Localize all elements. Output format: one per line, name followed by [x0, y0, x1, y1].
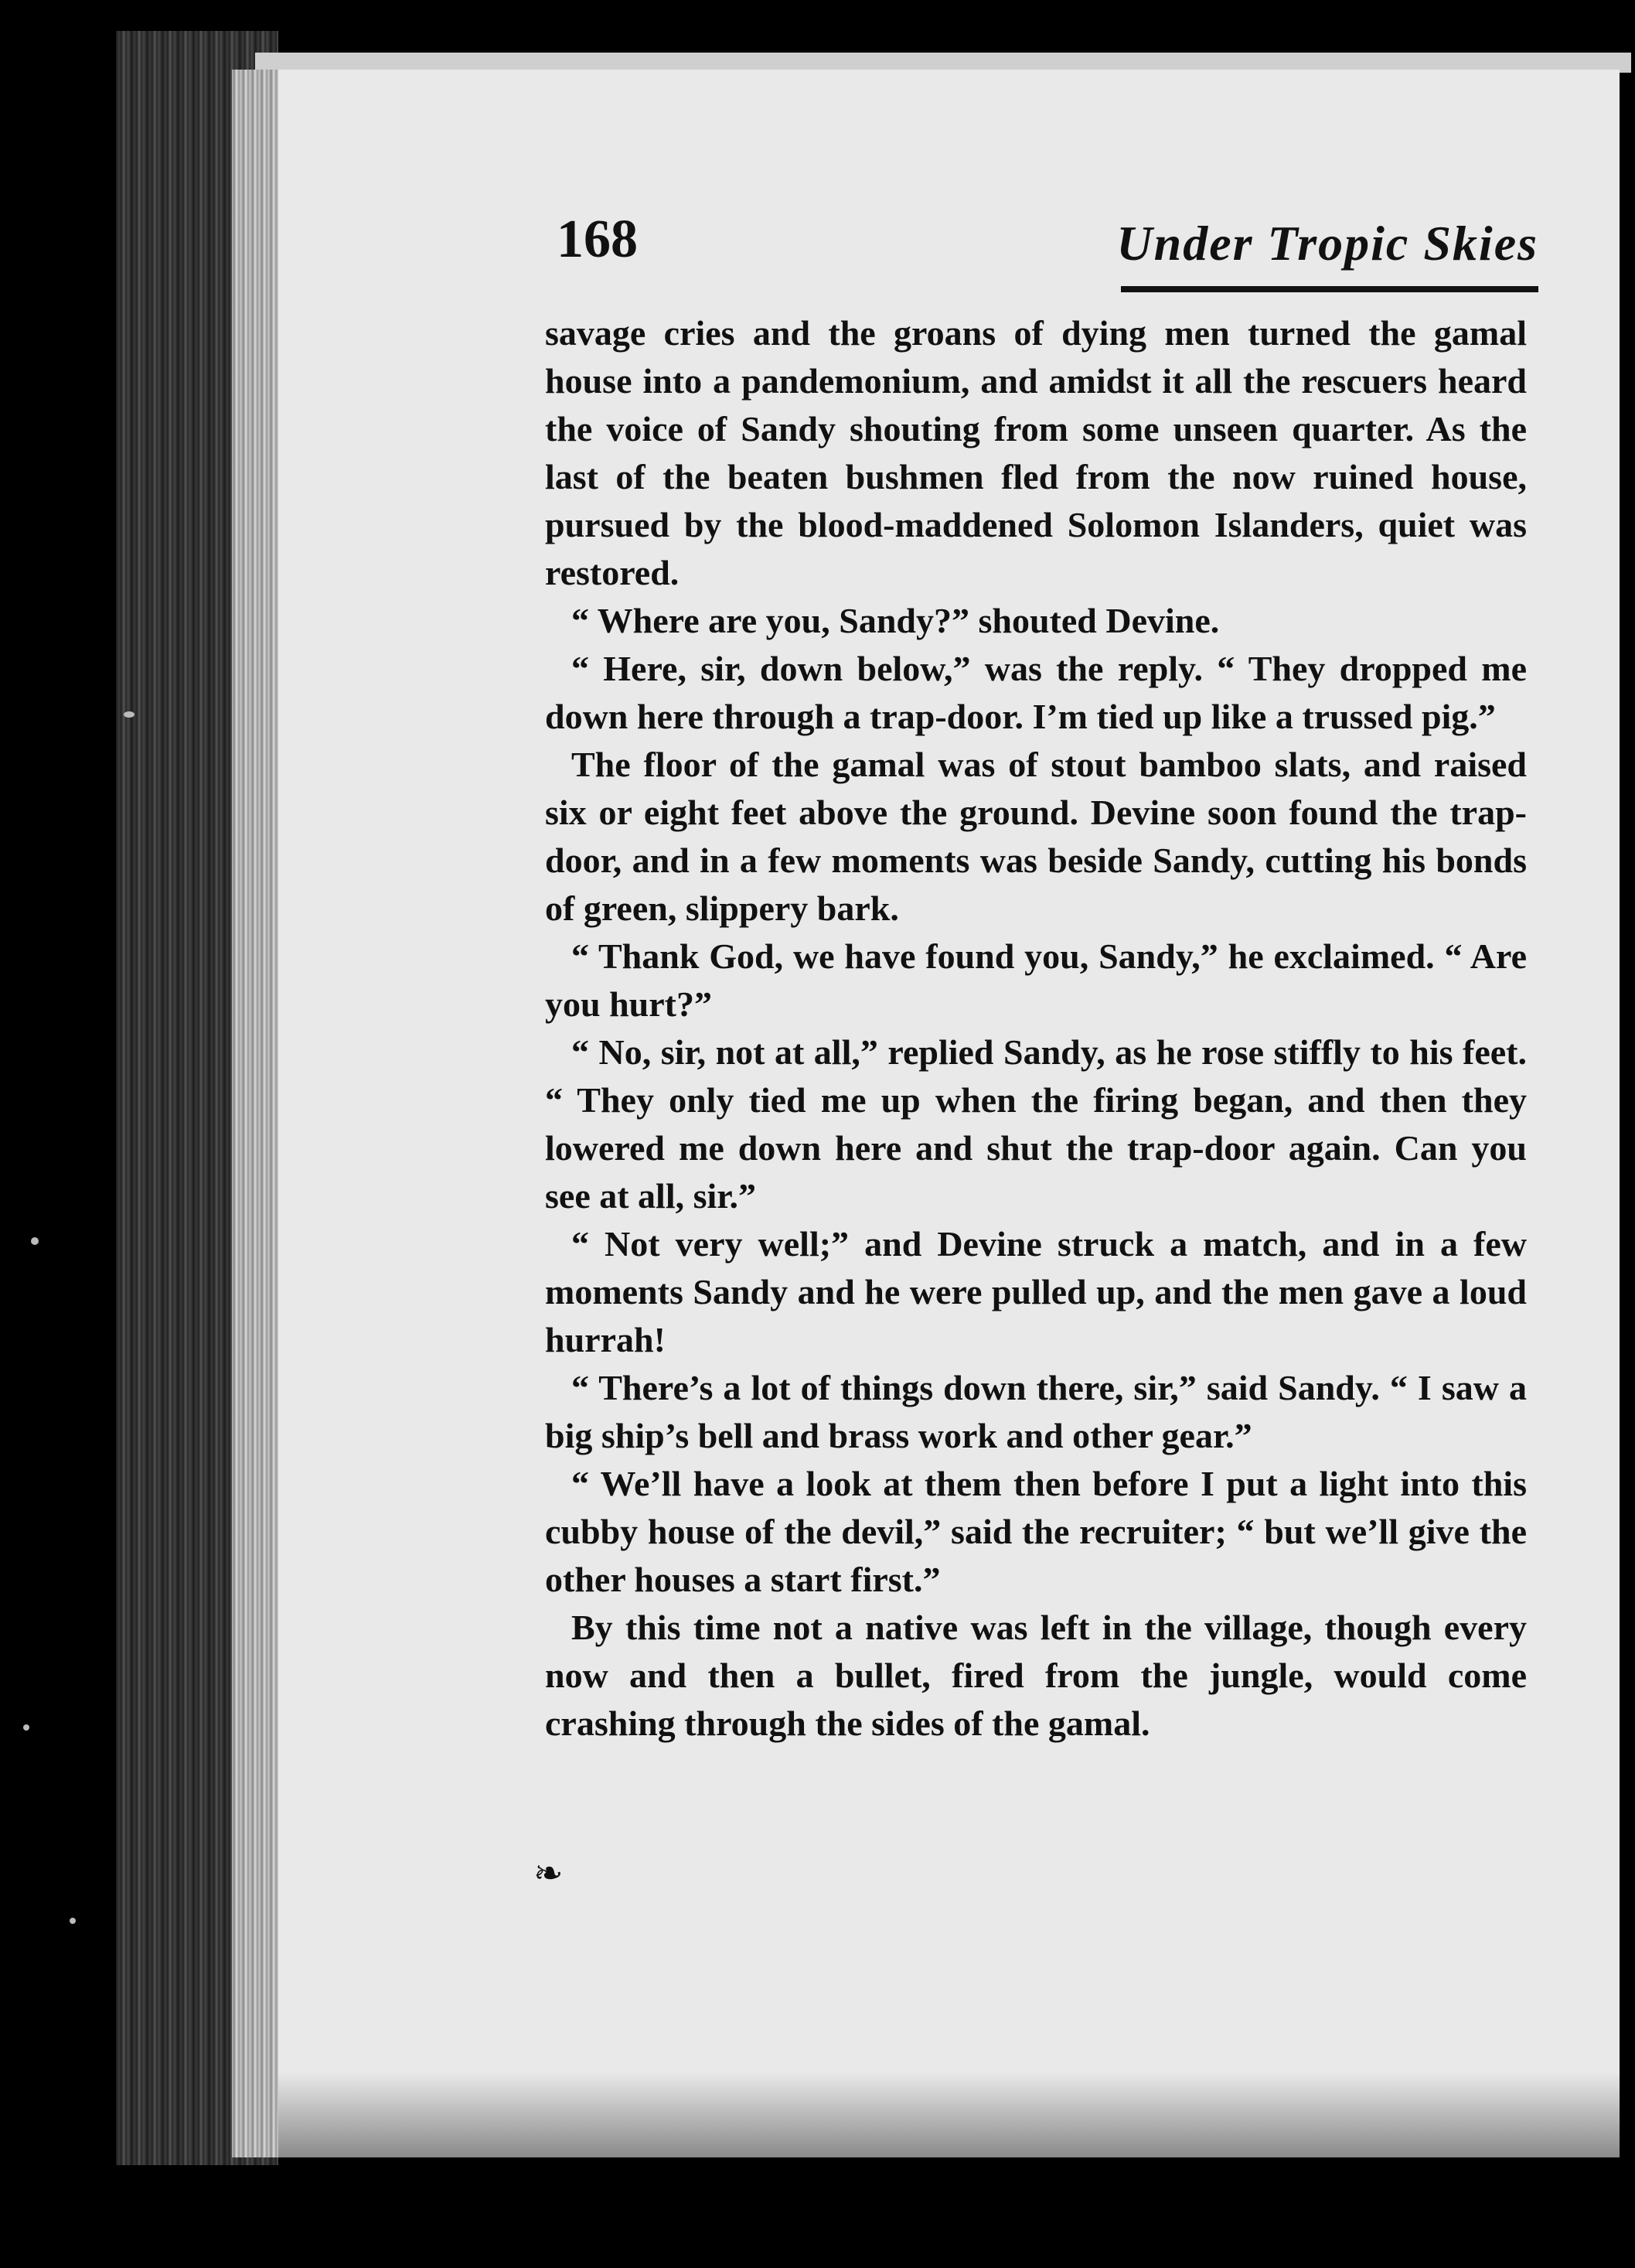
- paragraph: “ No, sir, not at all,” replied Sandy, as he rose stiffly to his feet. “ They only tied me up when the firing began, and then they lowered me down here and shut the trap-door again. Can you see at all, sir.”: [545, 1032, 1527, 1216]
- running-head: [557, 209, 1538, 302]
- scan-speck: [70, 1918, 76, 1924]
- paragraph: “ Where are you, Sandy?” shouted Devine.: [571, 601, 1220, 640]
- header-rule: [1121, 286, 1538, 292]
- body-text: [545, 309, 1527, 1748]
- paragraph: By this time not a native was left in the village, though every now and then a bullet, fired from the jungle, would come crashing through the sides of the gamal.: [545, 1608, 1527, 1743]
- end-ornament: ❧: [533, 1854, 564, 1893]
- running-title: Under Tropic Skies: [1116, 216, 1538, 271]
- paragraph: The floor of the gamal was of stout bamboo slats, and raised six or eight feet above the ground. Devine soon found the trap-door, and in a few moments was beside Sandy, cutting his bonds of green, slippery bark.: [545, 745, 1527, 928]
- scan-speck: [23, 1724, 29, 1731]
- page-number: 168: [557, 210, 638, 269]
- paragraph: savage cries and the groans of dying men turned the gamal house into a pandemonium, and amidst it all the rescuers heard the voice of Sandy shouting from some unseen quarter. As the last of the beaten bushmen fled from the now ruined house, pursued by the blood-maddened Solomon Islanders, quiet was restored.: [545, 313, 1527, 592]
- page-edges: [232, 70, 278, 2157]
- paragraph: “ Here, sir, down below,” was the reply. “ They dropped me down here through a trap-door. I’m tied up like a trussed pig.”: [545, 649, 1527, 736]
- scan-speck: [124, 711, 135, 718]
- paragraph: “ Not very well;” and Devine struck a match, and in a few moments Sandy and he were pulled up, and the men gave a loud hurrah!: [545, 1224, 1527, 1359]
- page-bottom-shadow: [278, 2072, 1620, 2157]
- paragraph: “ We’ll have a look at them then before I put a light into this cubby house of the devil,” said the recruiter; “ but we’ll give the other houses a start first.”: [545, 1464, 1527, 1599]
- scan-speck: [31, 1237, 39, 1245]
- paragraph: “ Thank God, we have found you, Sandy,” he exclaimed. “ Are you hurt?”: [545, 936, 1527, 1024]
- paragraph: “ There’s a lot of things down there, sir,” said Sandy. “ I saw a big ship’s bell and brass work and other gear.”: [545, 1368, 1527, 1455]
